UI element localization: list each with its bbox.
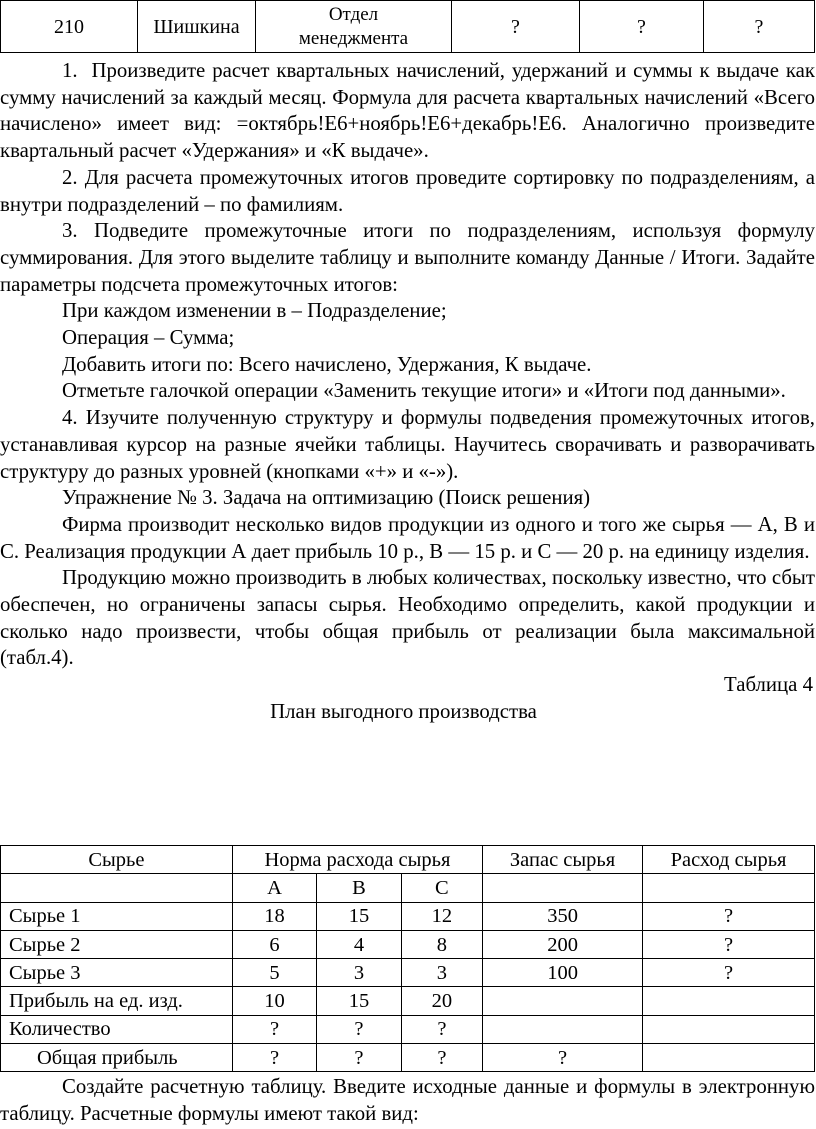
cell-stock: 100 [483, 959, 643, 987]
department-line1: Отдел [328, 3, 379, 25]
table-row [1, 987, 815, 1015]
row-label: Количество [1, 1015, 233, 1043]
cell-b: 3 [317, 959, 401, 987]
paragraph-step-2: 2. Для расчета промежуточных итогов проведите сортировку по подразделениям, а внутри подразделений – по фамилиям. [0, 165, 815, 216]
cell-usage: ? [643, 930, 815, 958]
empty-cell [1, 874, 233, 902]
table-row [1, 1044, 815, 1072]
row-label: Общая прибыль [1, 1044, 233, 1072]
table-label: Таблица 4 [724, 673, 813, 697]
cell-usage [643, 1015, 815, 1043]
cell-a: 6 [232, 930, 316, 958]
empty-cell [483, 874, 643, 902]
cell-c: ? [401, 1015, 482, 1043]
header-stock: Запас сырья [483, 846, 643, 874]
department-line2: менеджмента [298, 27, 409, 49]
paragraph-step-4: 4. Изучите полученную структуру и формулы подведения промежуточных итогов, устанавливая курсор на разные ячейки таблицы. Научитесь сворачивать и разворачивать структуру до разных уровней (кнопками «+» и «-»). [0, 406, 815, 483]
header-usage: Расход сырья [643, 846, 815, 874]
cell-a: ? [232, 1044, 316, 1072]
employee-table-row [0, 0, 815, 53]
unknown-cell-1: ? [452, 1, 580, 53]
cell-c: 20 [401, 987, 482, 1015]
cell-usage [643, 987, 815, 1015]
paragraph-step-1: 1. Произведите расчет квартальных начислений, удержаний и суммы к выдаче как сумму начислений за каждый месяц. Формула для расчета квартальных начислений «Всего начислено» имеет вид: =октябрь!E6+ноябрь!E6+декабрь!E6. Аналогично произведите квартальный расчет «Удержания» и «К выдаче». [0, 59, 815, 163]
cell-a: ? [232, 1015, 316, 1043]
cell-stock [483, 987, 643, 1015]
closing-text [0, 1074, 815, 1127]
row-label: Сырье 1 [1, 902, 233, 930]
paragraph-conditions: Продукцию можно производить в любых количествах, поскольку известно, что сбыт обеспечен, но ограничены запасы сырья. Необходимо определить, какой продукции и сколько надо произвести, чтобы общая прибыль от реализации была максимальной (табл.4). [0, 566, 815, 670]
cell-a: 10 [232, 987, 316, 1015]
paragraph-step-3a: При каждом изменении в – Подразделение; [62, 299, 447, 323]
table-row [1, 902, 815, 930]
cell-c: 3 [401, 959, 482, 987]
cell-c: 8 [401, 930, 482, 958]
row-label: Прибыль на ед. изд. [1, 987, 233, 1015]
header-raw: Сырье [1, 846, 233, 874]
sub-c: C [401, 874, 482, 902]
row-label: Сырье 2 [1, 930, 233, 958]
cell-b: ? [317, 1015, 401, 1043]
cell-stock: 200 [483, 930, 643, 958]
cell-c: 12 [401, 902, 482, 930]
table-row [1, 930, 815, 958]
cell-b: ? [317, 1044, 401, 1072]
cell-a: 5 [232, 959, 316, 987]
paragraph-problem: Фирма производит несколько видов продукции из одного и того же сырья — А, В и С. Реализация продукции А дает прибыль 10 р., В — 15 р. и С — 20 р. на единицу изделия. [0, 512, 815, 563]
cell-c: ? [401, 1044, 482, 1072]
header-norm: Норма расхода сырья [232, 846, 482, 874]
paragraph-step-3d: Отметьте галочкой операции «Заменить текущие итоги» и «Итоги под данными». [62, 379, 786, 403]
paragraph-step-3: 3. Подведите промежуточные итоги по подразделениям, используя формулу суммирования. Для этого выделите таблицу и выполните команду Данные / Итоги. Задайте параметры подсчета промежуточных итогов: [0, 219, 815, 296]
exercise-heading: Упражнение № 3. Задача на оптимизацию (Поиск решения) [62, 486, 591, 510]
cell-stock: ? [483, 1044, 643, 1072]
table-row [1, 1, 815, 53]
table-row [1, 959, 815, 987]
table-subheader-row [1, 874, 815, 902]
cell-usage: ? [643, 959, 815, 987]
cell-b: 15 [317, 902, 401, 930]
cell-a: 18 [232, 902, 316, 930]
sub-b: B [317, 874, 401, 902]
paragraph-step-3b: Операция – Сумма; [62, 326, 235, 350]
cell-stock: 350 [483, 902, 643, 930]
unknown-cell-3: ? [704, 1, 815, 53]
production-plan-table [0, 845, 815, 1072]
cell-usage: ? [643, 902, 815, 930]
cell-b: 4 [317, 930, 401, 958]
paragraph-instructions: Создайте расчетную таблицу. Введите исходные данные и формулы в электронную таблицу. Расчетные формулы имеют такой вид: [0, 1075, 815, 1125]
body-text [0, 58, 815, 726]
row-label: Сырье 3 [1, 959, 233, 987]
cell-b: 15 [317, 987, 401, 1015]
unknown-cell-2: ? [580, 1, 704, 53]
cell-usage [643, 1044, 815, 1072]
table-row [1, 1015, 815, 1043]
table-title: План выгодного производства [270, 699, 537, 723]
sub-a: A [232, 874, 316, 902]
cell-stock [483, 1015, 643, 1043]
empty-cell [643, 874, 815, 902]
department-cell [256, 1, 452, 53]
row-number-cell: 210 [1, 1, 138, 53]
table-header-row [1, 846, 815, 874]
surname-cell: Шишкина [138, 1, 256, 53]
paragraph-step-3c: Добавить итоги по: Всего начислено, Удержания, К выдаче. [62, 352, 592, 376]
